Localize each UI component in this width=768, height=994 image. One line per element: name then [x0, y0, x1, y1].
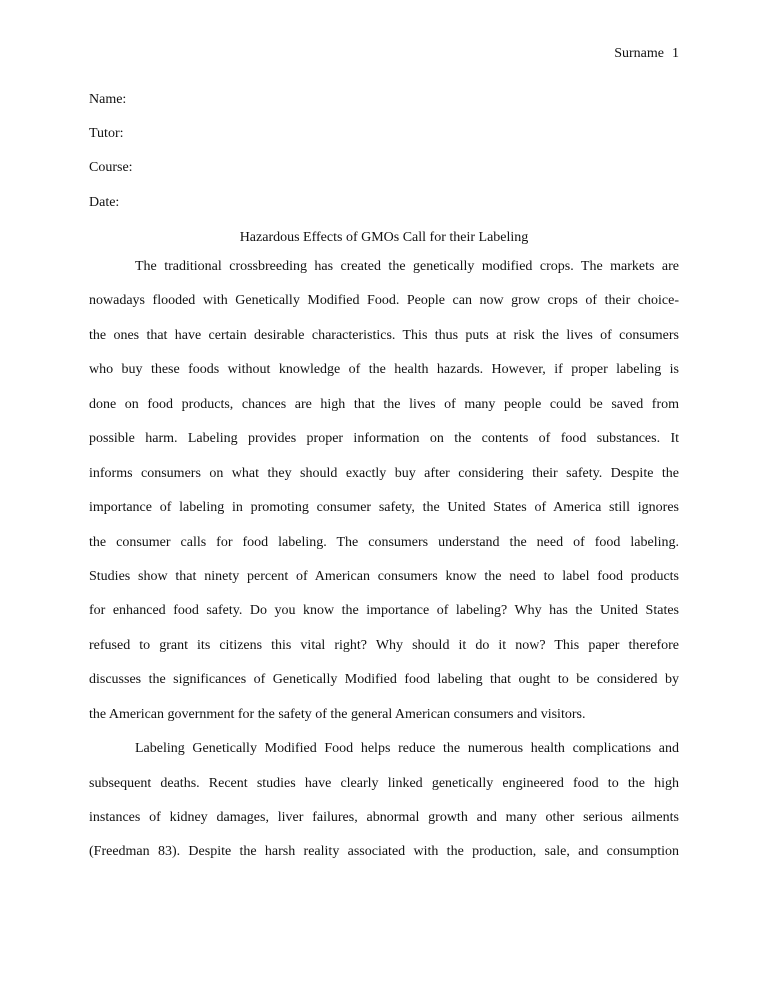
paragraph-1-line: possible harm. Labeling provides proper information on the contents of food substances. It [89, 431, 679, 447]
paragraph-1-line: nowadays flooded with Genetically Modified Food. People can now grow crops of their choice- [89, 293, 679, 309]
paragraph-1-line: informs consumers on what they should exactly buy after considering their safety. Despite the [89, 465, 679, 481]
header-surname: Surname [614, 46, 664, 61]
paragraph-1-line: refused to grant its citizens this vital right? Why should it do it now? This paper therefore [89, 637, 679, 653]
name-label: Name: [89, 92, 127, 107]
paragraph-1-line: the ones that have certain desirable characteristics. This thus puts at risk the lives of consumers [89, 327, 679, 343]
course-label: Course: [89, 160, 133, 175]
essay-title: Hazardous Effects of GMOs Call for their Labeling [239, 230, 529, 245]
paragraph-2-line: (Freedman 83). Despite the harsh reality associated with the production, sale, and consumption [89, 844, 679, 860]
tutor-label: Tutor: [89, 126, 124, 141]
essay-body [89, 250, 679, 870]
page-header [614, 45, 679, 63]
date-label: Date: [89, 195, 120, 210]
paragraph-1-line: Studies show that ninety percent of American consumers know the need to label food products [89, 568, 679, 584]
page-number: 1 [672, 46, 679, 61]
paragraph-2-line: subsequent deaths. Recent studies have clearly linked genetically engineered food to the high [89, 775, 679, 791]
paragraph-1-line: the consumer calls for food labeling. The consumers understand the need of food labeling. [89, 534, 679, 550]
paragraph-1-line: done on food products, chances are high that the lives of many people could be saved from [89, 396, 679, 412]
paragraph-1-line: the American government for the safety of the general American consumers and visitors. [89, 706, 586, 722]
paragraph-2-line: Labeling Genetically Modified Food helps reduce the numerous health complications and [135, 741, 679, 757]
paragraph-1-line: for enhanced food safety. Do you know the importance of labeling? Why has the United States [89, 603, 679, 619]
paragraph-1-line: who buy these foods without knowledge of the health hazards. However, if proper labeling is [89, 362, 679, 378]
paragraph-1-line: The traditional crossbreeding has created the genetically modified crops. The markets are [135, 259, 679, 274]
paragraph-1-line: importance of labeling in promoting consumer safety, the United States of America still ignores [89, 500, 679, 516]
paragraph-2-line: instances of kidney damages, liver failures, abnormal growth and many other serious ailments [89, 810, 679, 825]
paragraph-1-line: discusses the significances of Genetically Modified food labeling that ought to be considered by [89, 672, 679, 688]
